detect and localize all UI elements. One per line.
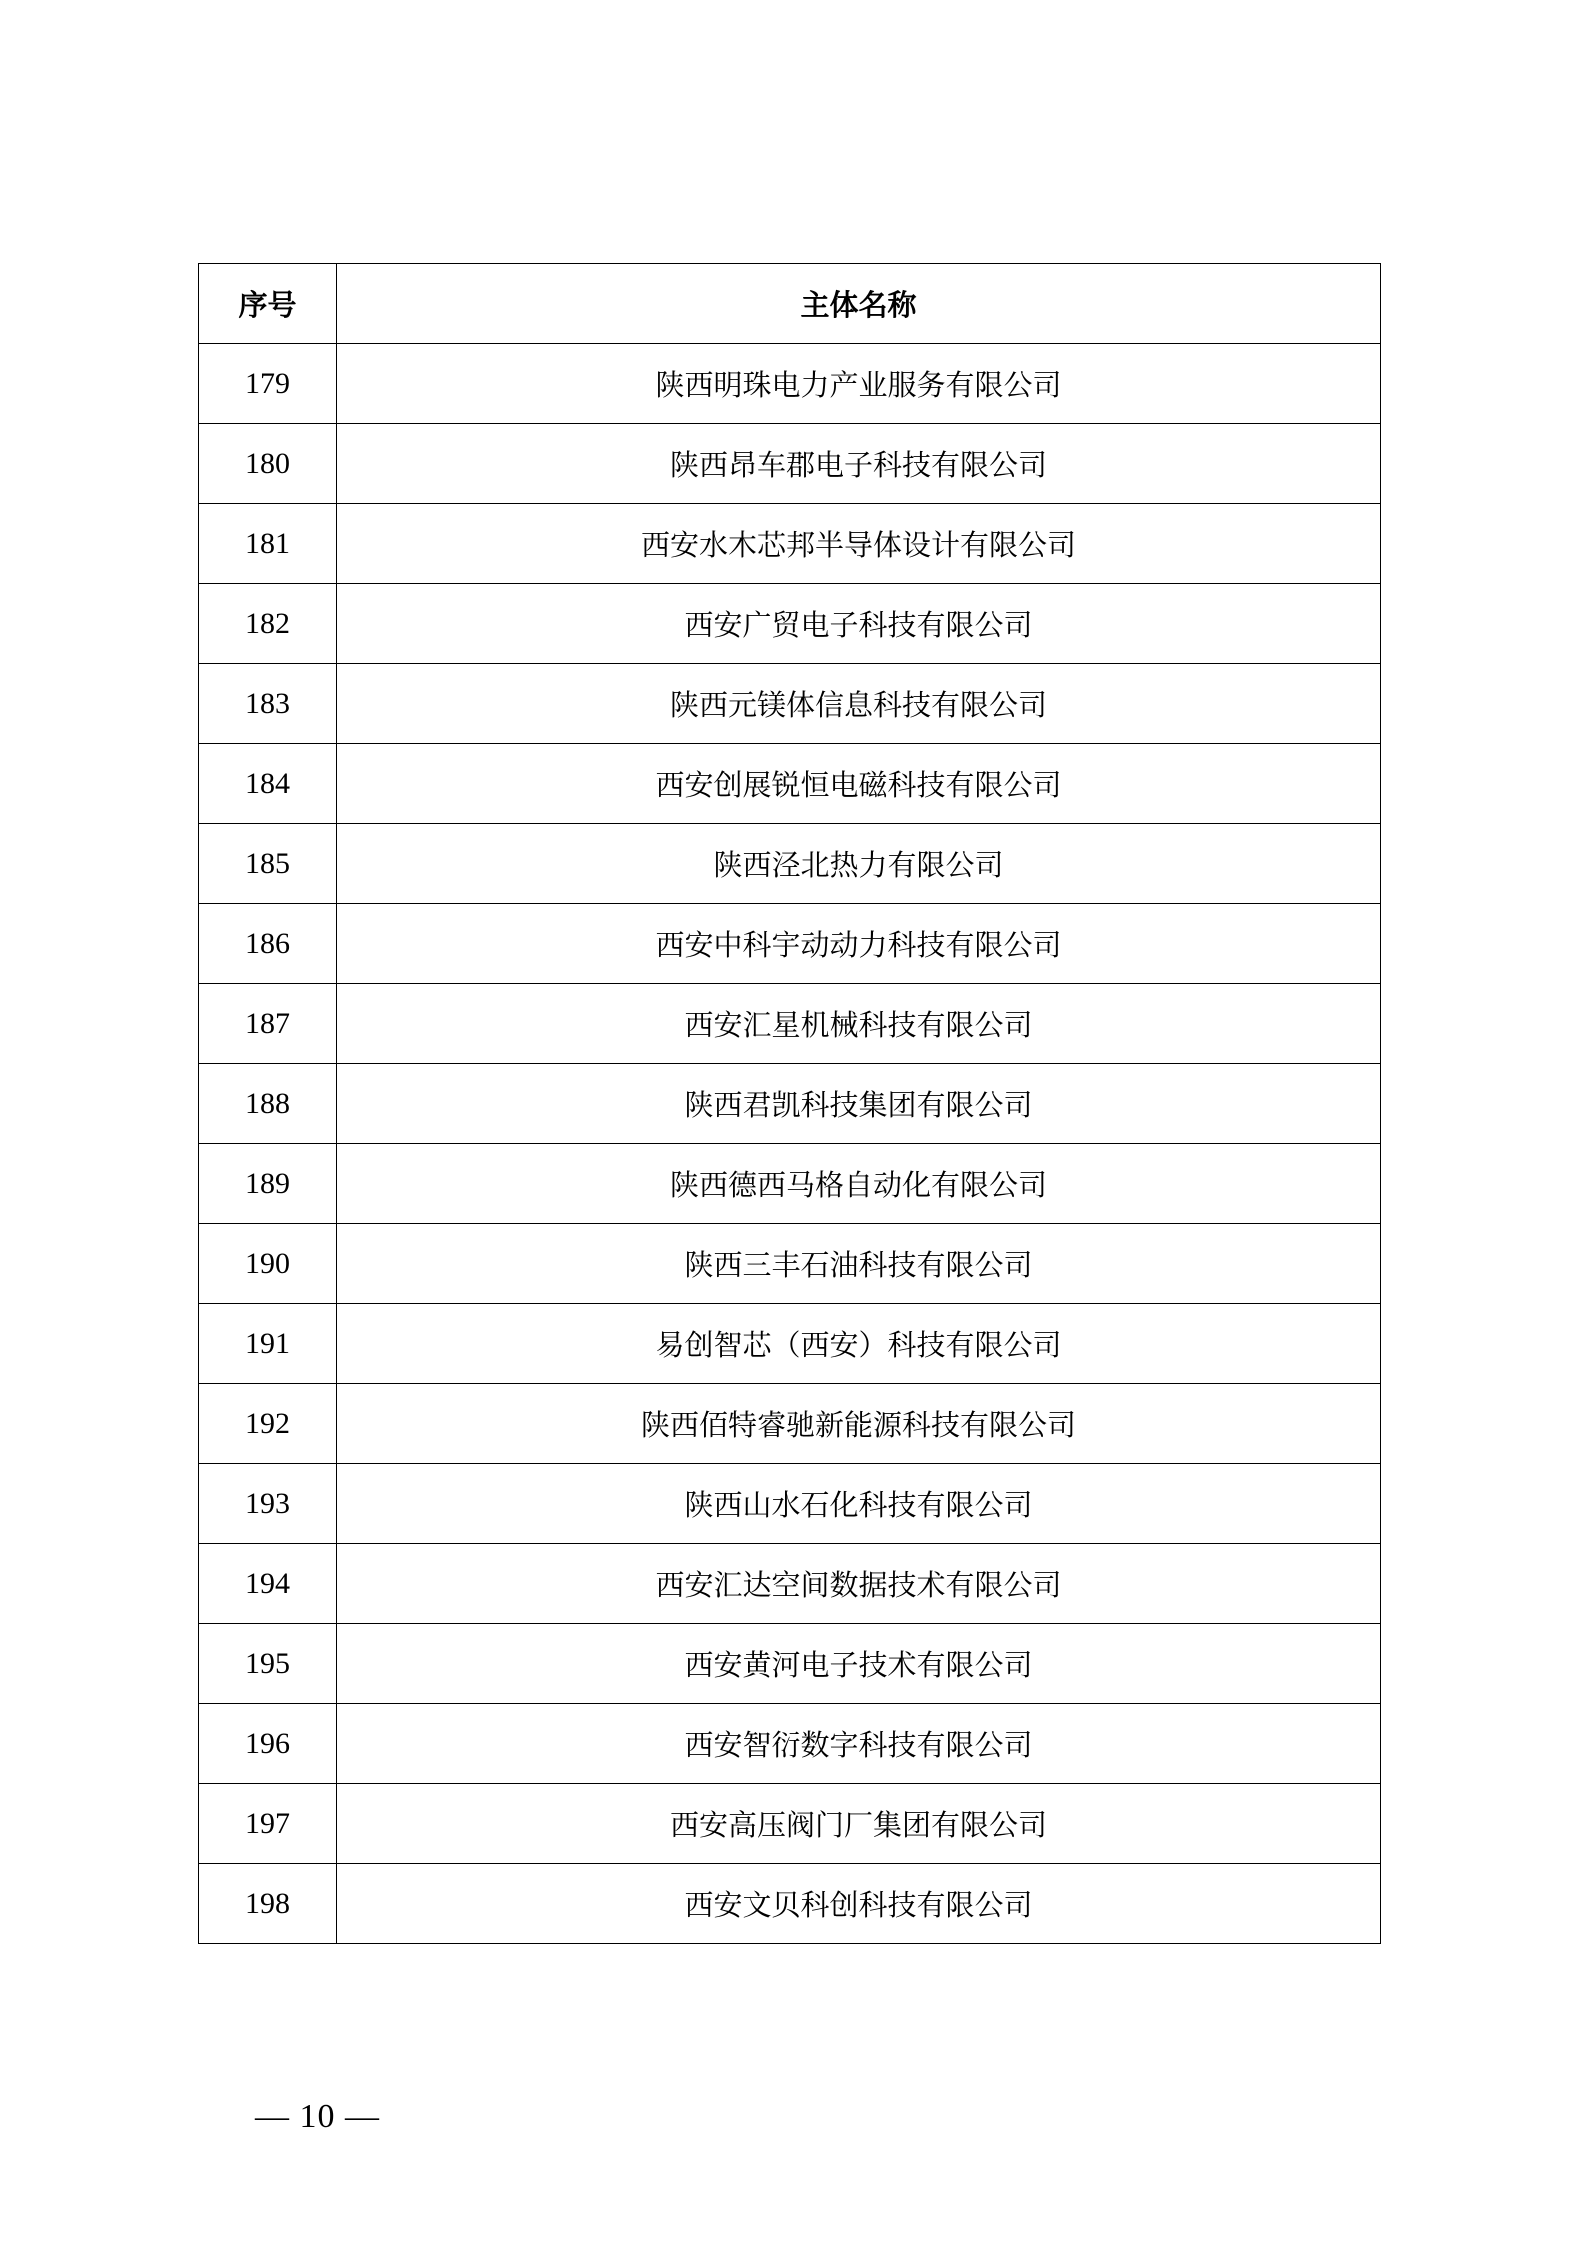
row-seq: 181 [199, 504, 337, 584]
table-row [199, 1704, 1381, 1784]
table-row [199, 1224, 1381, 1304]
row-entity-name: 陕西德西马格自动化有限公司 [337, 1144, 1381, 1224]
row-seq: 196 [199, 1704, 337, 1784]
table-row [199, 904, 1381, 984]
row-seq: 187 [199, 984, 337, 1064]
row-entity-name: 西安文贝科创科技有限公司 [337, 1864, 1381, 1944]
row-seq: 184 [199, 744, 337, 824]
row-seq: 192 [199, 1384, 337, 1464]
row-seq: 179 [199, 344, 337, 424]
row-seq: 198 [199, 1864, 337, 1944]
table-row [199, 1624, 1381, 1704]
table-row [199, 344, 1381, 424]
table-row [199, 424, 1381, 504]
table-row [199, 744, 1381, 824]
table-row [199, 1864, 1381, 1944]
row-entity-name: 西安广贸电子科技有限公司 [337, 584, 1381, 664]
row-entity-name: 西安高压阀门厂集团有限公司 [337, 1784, 1381, 1864]
table-row [199, 504, 1381, 584]
table-row [199, 824, 1381, 904]
row-seq: 195 [199, 1624, 337, 1704]
table-row [199, 1384, 1381, 1464]
table-row [199, 1784, 1381, 1864]
row-entity-name: 陕西佰特睿驰新能源科技有限公司 [337, 1384, 1381, 1464]
row-seq: 185 [199, 824, 337, 904]
row-seq: 193 [199, 1464, 337, 1544]
row-entity-name: 陕西山水石化科技有限公司 [337, 1464, 1381, 1544]
row-entity-name: 西安汇达空间数据技术有限公司 [337, 1544, 1381, 1624]
row-entity-name: 陕西明珠电力产业服务有限公司 [337, 344, 1381, 424]
row-entity-name: 陕西昂车郡电子科技有限公司 [337, 424, 1381, 504]
row-entity-name: 陕西元镁体信息科技有限公司 [337, 664, 1381, 744]
row-seq: 180 [199, 424, 337, 504]
table-row [199, 1064, 1381, 1144]
header-name: 主体名称 [337, 264, 1381, 344]
row-seq: 189 [199, 1144, 337, 1224]
entity-list-table [198, 263, 1381, 1944]
table-row [199, 664, 1381, 744]
table-row [199, 584, 1381, 664]
row-seq: 190 [199, 1224, 337, 1304]
row-entity-name: 陕西君凯科技集团有限公司 [337, 1064, 1381, 1144]
row-seq: 182 [199, 584, 337, 664]
table-row [199, 1464, 1381, 1544]
table-body [199, 344, 1381, 1944]
row-seq: 186 [199, 904, 337, 984]
row-seq: 188 [199, 1064, 337, 1144]
page-number: — 10 — [255, 2098, 380, 2135]
row-seq: 191 [199, 1304, 337, 1384]
table-row [199, 1544, 1381, 1624]
row-entity-name: 西安中科宇动动力科技有限公司 [337, 904, 1381, 984]
table-row [199, 1304, 1381, 1384]
row-entity-name: 西安水木芯邦半导体设计有限公司 [337, 504, 1381, 584]
row-entity-name: 陕西三丰石油科技有限公司 [337, 1224, 1381, 1304]
row-entity-name: 西安创展锐恒电磁科技有限公司 [337, 744, 1381, 824]
row-seq: 197 [199, 1784, 337, 1864]
table-row [199, 984, 1381, 1064]
row-entity-name: 西安智衍数字科技有限公司 [337, 1704, 1381, 1784]
row-entity-name: 西安黄河电子技术有限公司 [337, 1624, 1381, 1704]
header-seq: 序号 [199, 264, 337, 344]
row-seq: 194 [199, 1544, 337, 1624]
row-seq: 183 [199, 664, 337, 744]
row-entity-name: 陕西泾北热力有限公司 [337, 824, 1381, 904]
row-entity-name: 西安汇星机械科技有限公司 [337, 984, 1381, 1064]
table-header-row [199, 264, 1381, 344]
row-entity-name: 易创智芯（西安）科技有限公司 [337, 1304, 1381, 1384]
table-row [199, 1144, 1381, 1224]
